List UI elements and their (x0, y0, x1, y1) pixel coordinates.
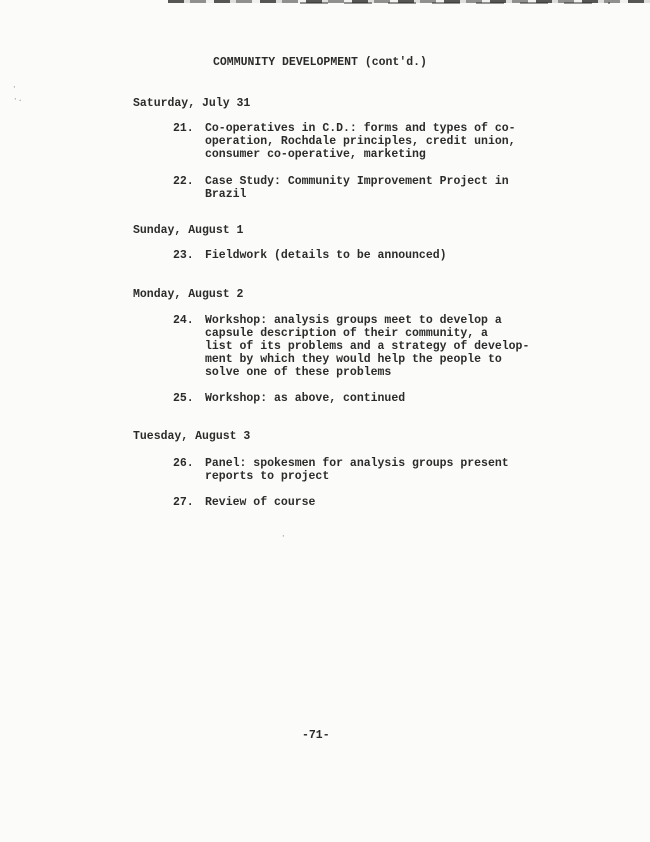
page-title: COMMUNITY DEVELOPMENT (cont'd.) (213, 56, 427, 69)
item-text-line: solve one of these problems (205, 366, 392, 379)
item-text-line: Brazil (205, 188, 247, 201)
item-text (205, 392, 405, 405)
item-text (205, 175, 509, 201)
item-text-line: ment by which they would help the people to (205, 353, 502, 366)
item-text (205, 457, 509, 483)
scan-speck: ·. (13, 95, 23, 104)
section-heading-saturday: Saturday, July 31 (133, 97, 251, 110)
item-text (205, 122, 516, 161)
item-number: 21. (173, 122, 194, 135)
scan-edge-artifact (300, 2, 610, 4)
schedule-item-24 (173, 314, 529, 379)
schedule-item-23 (173, 249, 447, 262)
schedule-item-22 (173, 175, 509, 201)
item-number: 22. (173, 175, 194, 188)
item-number: 23. (173, 249, 194, 262)
item-text-line: Case Study: Community Improvement Project in (205, 175, 509, 188)
item-text (205, 249, 447, 262)
section-heading-monday: Monday, August 2 (133, 288, 244, 301)
scan-speck: · (12, 83, 17, 92)
item-number: 26. (173, 457, 194, 470)
schedule-item-27 (173, 496, 315, 509)
item-number: 24. (173, 314, 194, 327)
section-heading-tuesday: Tuesday, August 3 (133, 430, 251, 443)
item-text (205, 314, 529, 379)
item-number: 25. (173, 392, 194, 405)
item-text-line: Fieldwork (details to be announced) (205, 249, 447, 262)
schedule-item-26 (173, 457, 509, 483)
schedule-item-25 (173, 392, 405, 405)
item-text-line: list of its problems and a strategy of develop- (205, 340, 530, 353)
item-text-line: Workshop: as above, continued (205, 392, 406, 405)
scan-speck: · (281, 532, 286, 541)
section-heading-sunday: Sunday, August 1 (133, 224, 244, 237)
item-text-line: operation, Rochdale principles, credit union, (205, 135, 516, 148)
page-number: -71- (302, 729, 330, 742)
schedule-item-21 (173, 122, 516, 161)
item-text-line: consumer co-operative, marketing (205, 148, 426, 161)
item-text-line: Workshop: analysis groups meet to develop a (205, 314, 502, 327)
item-text-line: Review of course (205, 496, 316, 509)
item-number: 27. (173, 496, 194, 509)
item-text-line: Co-operatives in C.D.: forms and types of co- (205, 122, 516, 135)
item-text-line: capsule description of their community, a (205, 327, 488, 340)
item-text (205, 496, 315, 509)
item-text-line: reports to project (205, 470, 330, 483)
item-text-line: Panel: spokesmen for analysis groups present (205, 457, 509, 470)
